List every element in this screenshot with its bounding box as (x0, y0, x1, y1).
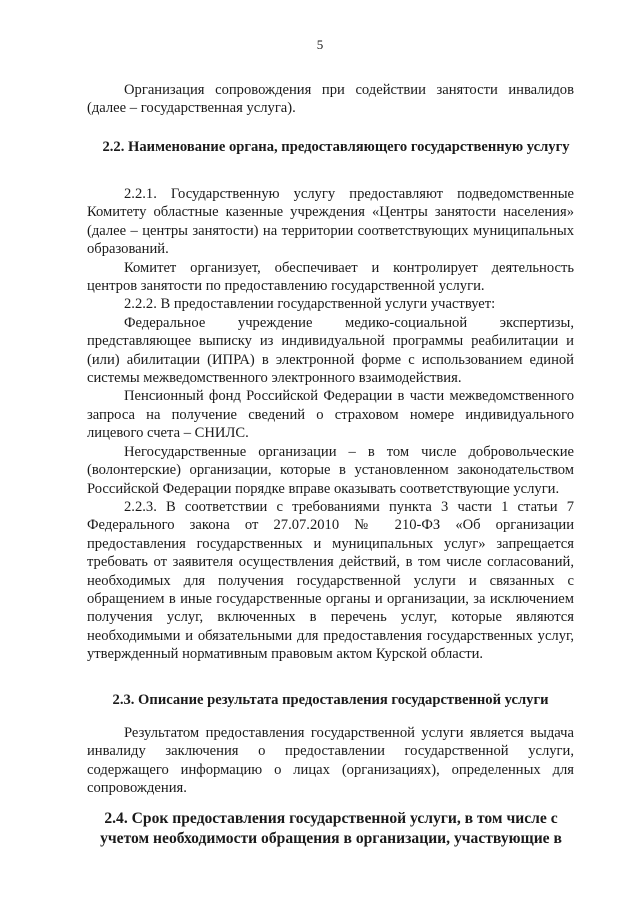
section-2-4-heading: 2.4. Срок предоставления государственной услуги, в том числе с учетом необходимости обращения в организации, участвующие в (100, 810, 562, 847)
section-2-2-heading: 2.2. Наименование органа, предоставляющего государственную услугу (102, 139, 570, 155)
intro-block (87, 81, 574, 118)
paragraph-2-2-3: 2.2.3. В соответствии с требованиями пункта 3 части 1 статьи 7 Федерального закона от 27.07.2010 № 210-ФЗ «Об организации предоставления государственных и муниципальных услуг» запрещается требовать от заявителя осуществления действий, в том числе согласований, необходимых для получения государственной услуги и связанных с обращением в иные государственные органы и организации, за исключением получения услуг, включенных в перечень услуг, которые являются необходимыми и обязательными для предоставления государственных услуг, утвержденный нормативным правовым актом Курской области. (87, 498, 574, 663)
paragraph-2-2-1: 2.2.1. Государственную услугу предоставляют подведомственные Комитету областные казенные учреждения «Центры занятости населения» (далее – центры занятости) на территории соответствующих муниципальных образований. (87, 186, 574, 258)
paragraph-mse: Федеральное учреждение медико-социальной экспертизы, представляющее выписку из индивидуальной программы реабилитации и (или) абилитации (ИПРА) в электронной форме с использованием единой системы межведомственного электронного взаимодействия. (87, 314, 574, 387)
section-2-3-body (87, 724, 574, 798)
paragraph-ngo: Негосударственные организации – в том числе добровольческие (волонтерские) организации, которые в установленном законодательством Российской Федерации порядке вправе оказывать соответствующие услуги. (87, 443, 574, 497)
paragraph-pension-fund: Пенсионный фонд Российской Федерации в части межведомственного запроса на получение сведений о страховом номере индивидуального лицевого счета – СНИЛС. (87, 388, 574, 442)
intro-paragraph: Организация сопровождения при содействии занятости инвалидов (далее – государственная услуга). (87, 82, 574, 117)
paragraph-2-2-2: 2.2.2. В предоставлении государственной услуги участвует: (124, 296, 496, 313)
paragraph-committee: Комитет организует, обеспечивает и контролирует деятельность центров занятости по предоставлению государственной услуги. (87, 259, 574, 295)
section-2-2-body (87, 185, 574, 664)
paragraph-result: Результатом предоставления государственной услуги является выдача инвалиду заключения о предоставлении государственной услуги, содержащего информацию о лицах (организациях), определенных для сопровождения. (87, 725, 574, 797)
page-number: 5 (316, 37, 324, 52)
section-2-3-heading: 2.3. Описание результата предоставления государственной услуги (112, 692, 549, 708)
